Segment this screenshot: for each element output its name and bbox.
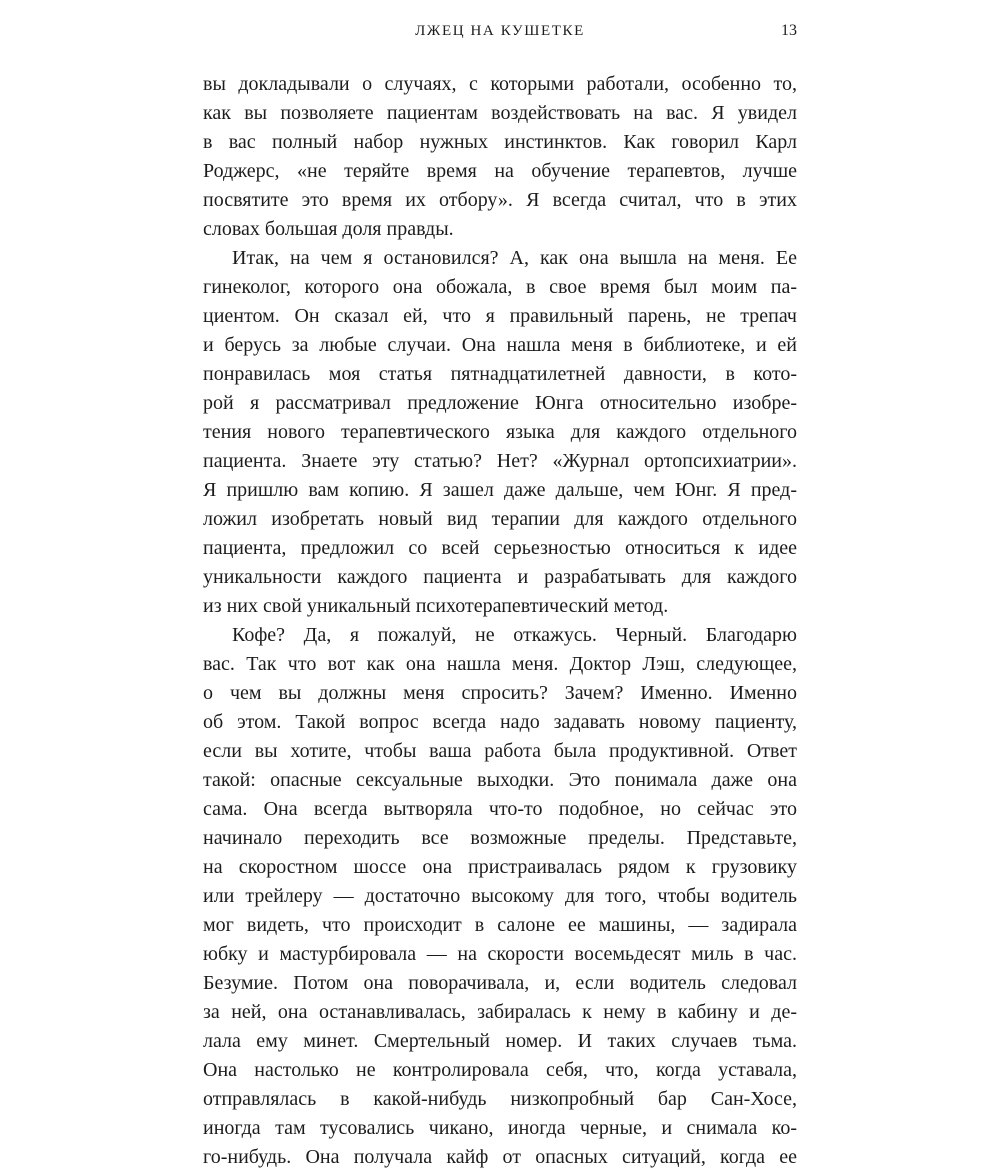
text-line: рой я рассматривал предложение Юнга относительно изобре-	[203, 392, 797, 414]
running-head	[203, 21, 797, 45]
text-line: иногда там тусовались чикано, иногда черные, и снимала ко-	[203, 1117, 797, 1139]
text-line: мог видеть, что происходит в салоне ее машины, — задирала	[203, 914, 797, 936]
paragraph-first-line: Итак, на чем я остановился? А, как она вышла на меня. Ее	[232, 247, 797, 269]
text-line: го-нибудь. Она получала кайф от опасных ситуаций, когда ее	[203, 1146, 797, 1168]
text-line: начинало переходить все возможные пределы. Представьте,	[203, 827, 797, 849]
text-line: юбку и мастурбировала — на скорости восемьдесят миль в час.	[203, 943, 797, 965]
text-line: ложил изобретать новый вид терапии для каждого отдельного	[203, 508, 797, 530]
paragraph-first-line: Кофе? Да, я пожалуй, не откажусь. Черный. Благодарю	[232, 624, 797, 646]
text-line: посвятите это время их отбору». Я всегда считал, что в этих	[203, 189, 797, 211]
text-line: о чем вы должны меня спросить? Зачем? Именно. Именно	[203, 682, 797, 704]
text-line: вы докладывали о случаях, с которыми работали, особенно то,	[203, 73, 797, 95]
text-line: Безумие. Потом она поворачивала, и, если водитель следовал	[203, 972, 797, 994]
text-line: или трейлеру — достаточно высокому для того, чтобы водитель	[203, 885, 797, 907]
text-line: из них свой уникальный психотерапевтический метод.	[203, 595, 669, 617]
text-line: такой: опасные сексуальные выходки. Это понимала даже она	[203, 769, 797, 791]
text-line: тения нового терапевтического языка для каждого отдельного	[203, 421, 797, 443]
text-line: циентом. Он сказал ей, что я правильный парень, не трепач	[203, 305, 797, 327]
text-line: гинеколог, которого она обожала, в свое время был моим па-	[203, 276, 797, 298]
text-line: Я пришлю вам копию. Я зашел даже дальше, чем Юнг. Я пред-	[203, 479, 797, 501]
text-line: уникальности каждого пациента и разрабатывать для каждого	[203, 566, 797, 588]
body-text	[203, 70, 797, 1172]
page-number: 13	[781, 22, 797, 39]
text-line: пациента, предложил со всей серьезностью относиться к идее	[203, 537, 797, 559]
text-line: словах большая доля правды.	[203, 218, 454, 240]
text-line: и берусь за любые случаи. Она нашла меня в библиотеке, и ей	[203, 334, 797, 356]
text-line: лала ему минет. Смертельный номер. И таких случаев тьма.	[203, 1030, 797, 1052]
text-line: на скоростном шоссе она пристраивалась рядом к грузовику	[203, 856, 797, 878]
text-line: вас. Так что вот как она нашла меня. Доктор Лэш, следующее,	[203, 653, 797, 675]
running-title: ЛЖЕЦ НА КУШЕТКЕ	[415, 23, 585, 39]
text-line: сама. Она всегда вытворяла что-то подобное, но сейчас это	[203, 798, 797, 820]
text-line: отправлялась в какой-нибудь низкопробный бар Сан-Хосе,	[203, 1088, 797, 1110]
text-line: об этом. Такой вопрос всегда надо задавать новому пациенту,	[203, 711, 797, 733]
text-line: пациента. Знаете эту статью? Нет? «Журнал ортопсихиатрии».	[203, 450, 797, 472]
text-line: Она настолько не контролировала себя, что, когда уставала,	[203, 1059, 797, 1081]
text-line: Роджерс, «не теряйте время на обучение терапевтов, лучше	[203, 160, 797, 182]
text-line: в вас полный набор нужных инстинктов. Как говорил Карл	[203, 131, 797, 153]
text-line: как вы позволяете пациентам воздействовать на вас. Я увидел	[203, 102, 797, 124]
text-line: за ней, она останавливалась, забиралась к нему в кабину и де-	[203, 1001, 797, 1023]
text-line: понравилась моя статья пятнадцатилетней давности, в кото-	[203, 363, 797, 385]
text-line: если вы хотите, чтобы ваша работа была продуктивной. Ответ	[203, 740, 797, 762]
